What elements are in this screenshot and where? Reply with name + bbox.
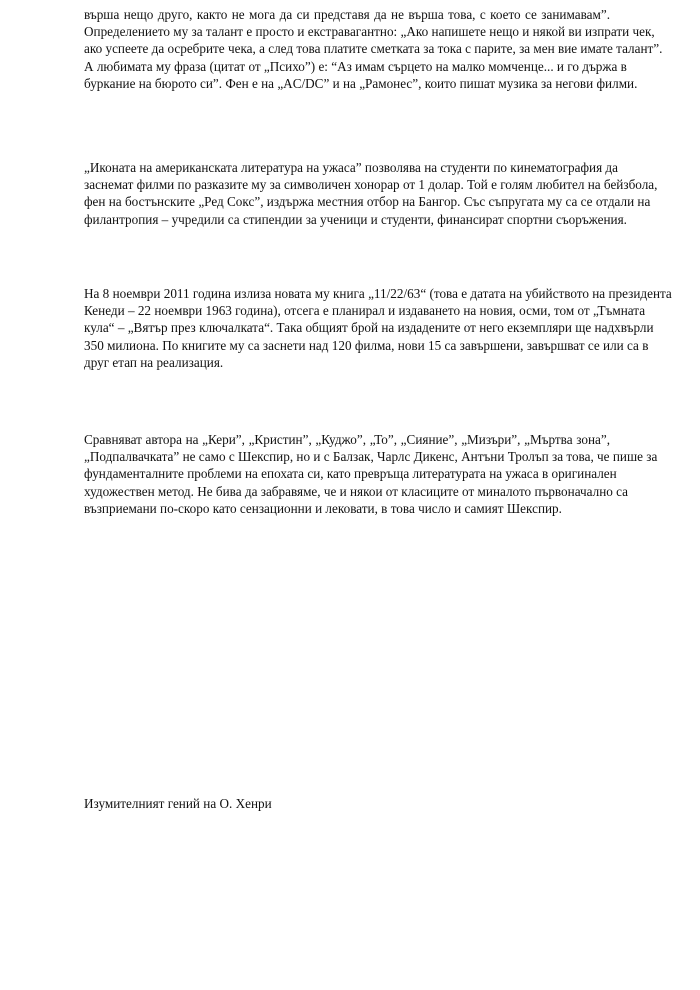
- paragraph-comparison: [84, 431, 658, 517]
- text-line: А любимата му фраза (цитат от „Психо”) е: “Аз имам сърцето на малко момченце... и го държа в: [84, 58, 627, 74]
- text-line: буркание на бюрото си”. Фен е на „AC/DC” и на „Рамонес”, които пишат музика за негови филми.: [84, 75, 638, 91]
- paragraph-icon-of-horror: [84, 159, 658, 228]
- text-line: фен на бостънските „Ред Сокс”, издържа местния отбор на Бангор. Със съпругата му са се отдали на: [84, 194, 651, 210]
- text-line: На 8 ноември 2011 година излиза новата му книга „11/22/63“ (това е датата на убийството на президента: [84, 286, 672, 301]
- text-line: художествен метод. Не бива да забравяме, че и някои от класиците от миналото първоначално са: [84, 483, 629, 499]
- section-heading: [84, 795, 610, 812]
- text-line: възприемани по-скоро като сензационни и лековати, в това число и самият Шекспир.: [84, 500, 562, 516]
- paragraph-talent-quote: [84, 6, 663, 92]
- text-line: „Иконата на американската литература на ужаса” позволява на студенти по кинематография да: [84, 160, 618, 175]
- text-line: филантропия – учредили са стипендии за ученици и студенти, финансират спортни съоръжения.: [84, 211, 627, 227]
- heading-text: Изумителният гений на О. Хенри: [84, 796, 272, 811]
- paragraph-new-book: [84, 285, 672, 371]
- text-line: Кенеди – 22 ноември 1963 година), отсега е планирал и издаването на новия, осми, том от „Тъмната: [84, 303, 646, 319]
- text-line: „Подпалвачката” не само с Шекспир, но и с Балзак, Чарлс Дикенс, Антъни Тролъп за това, че пише за: [84, 449, 658, 465]
- text-line: 350 милиона. По книгите му са заснети над 120 филма, нови 15 са завършени, завършват се или са в: [84, 337, 649, 353]
- text-line: ако успеете да осребрите чека, а след това платите сметката за тока с парите, за мен вие имате талант”.: [84, 41, 663, 57]
- text-line: Сравняват автора на „Кери”, „Кристин”, „Куджо”, „То”, „Сияние”, „Мизъри”, „Мъртва зона”,: [84, 432, 610, 447]
- text-line: фундаменталните проблеми на епохата си, като превръща литературата на ужаса в оригинален: [84, 466, 617, 482]
- text-line: върша нещо друго, както не мога да си представя да не върша това, с което се занимавам”.: [84, 7, 610, 22]
- text-line: друг етап на реализация.: [84, 354, 224, 370]
- text-line: заснемат филми по разказите му за символичен хонорар от 1 долар. Той е голям любител на бейзбола,: [84, 177, 658, 193]
- text-line: кула“ – „Вятър през ключалката“. Така общият брой на издадените от него екземпляри ще надхвърли: [84, 320, 654, 336]
- text-line: Определението му за талант е просто и екстравагантно: „Ако напишете нещо и някой ви изпрати чек,: [84, 24, 655, 40]
